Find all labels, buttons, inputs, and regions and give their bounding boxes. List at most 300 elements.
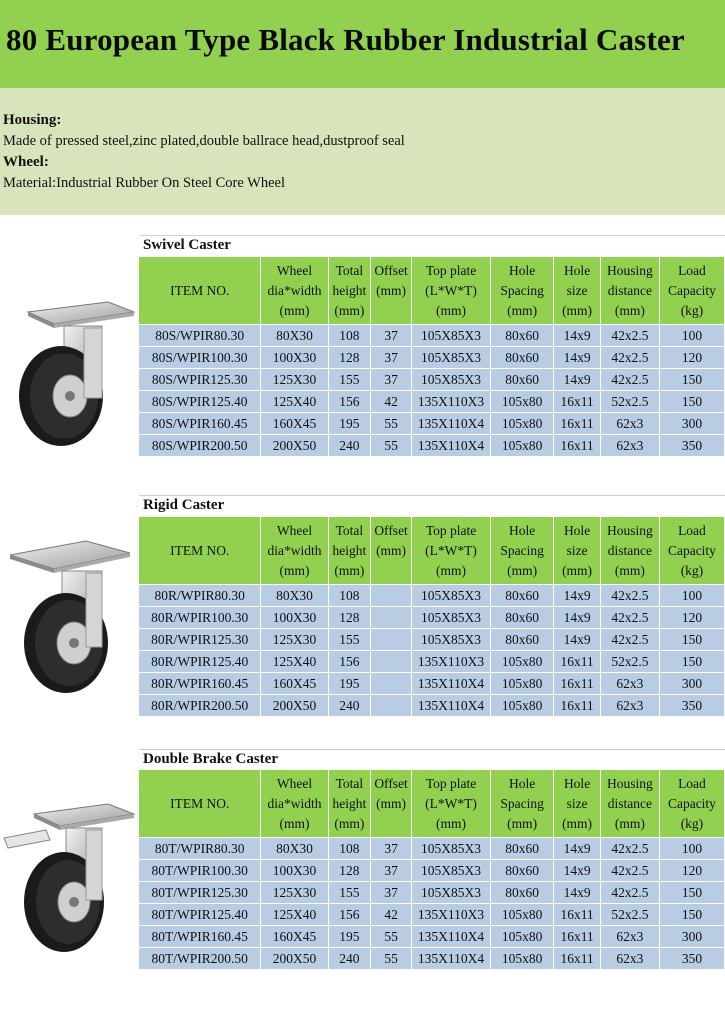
column-header	[491, 517, 554, 585]
column-header-line: height	[332, 282, 367, 298]
table-cell: 105x80	[491, 926, 554, 948]
table-cell: 105X85X3	[411, 860, 490, 882]
table-cell: 42x2.5	[600, 629, 659, 651]
column-header-line: ITEM NO.	[170, 542, 230, 558]
column-header	[261, 770, 328, 838]
table-cell: 14x9	[554, 325, 601, 347]
table-cell: 105X85X3	[411, 629, 490, 651]
table-cell: 55	[371, 948, 412, 970]
table-cell: 100	[659, 325, 724, 347]
table-cell: 80x60	[491, 585, 554, 607]
table-cell: 55	[371, 435, 412, 457]
table-cell: 105x80	[491, 695, 554, 717]
table-cell: 105X85X3	[411, 369, 490, 391]
table-cell: 160X45	[261, 673, 328, 695]
table-row	[139, 585, 725, 607]
column-header	[261, 257, 328, 325]
column-header-line: (mm)	[376, 282, 407, 298]
table-cell: 135X110X4	[411, 948, 490, 970]
table-cell: 200X50	[261, 695, 328, 717]
table-row	[139, 347, 725, 369]
table-cell: 156	[328, 904, 371, 926]
swivel-caster-image-icon	[6, 298, 136, 448]
column-header-line: Offset	[374, 262, 408, 278]
table-cell: 16x11	[554, 391, 601, 413]
table-cell: 16x11	[554, 413, 601, 435]
table-cell: 156	[328, 391, 371, 413]
column-header-line: dia*width	[267, 542, 322, 558]
double-brake-caster-table	[139, 770, 725, 970]
table-row	[139, 926, 725, 948]
column-header-line: (L*W*T)	[425, 282, 477, 298]
table-cell: 80S/WPIR125.30	[139, 369, 261, 391]
housing-text: Made of pressed steel,zinc plated,double ballrace head,dustproof seal	[3, 133, 405, 149]
table-cell: 80R/WPIR160.45	[139, 673, 261, 695]
table-cell: 135X110X3	[411, 391, 490, 413]
table-cell: 125X30	[261, 369, 328, 391]
table-cell: 37	[371, 882, 412, 904]
column-header-line: Top plate	[425, 262, 477, 278]
table-header-row	[139, 257, 725, 325]
table-cell: 14x9	[554, 629, 601, 651]
table-cell: 80S/WPIR125.40	[139, 391, 261, 413]
column-header-line: (mm)	[279, 815, 310, 831]
column-header	[139, 517, 261, 585]
table-cell: 80T/WPIR160.45	[139, 926, 261, 948]
table-cell: 300	[659, 926, 724, 948]
table-cell: 42x2.5	[600, 860, 659, 882]
column-header	[659, 517, 724, 585]
table-row	[139, 413, 725, 435]
swivel-caster-table	[139, 257, 725, 457]
column-header-line: (mm)	[376, 542, 407, 558]
table-cell: 155	[328, 629, 371, 651]
table-cell: 125X30	[261, 882, 328, 904]
table-cell: 55	[371, 926, 412, 948]
column-header	[371, 517, 412, 585]
page-title: 80 European Type Black Rubber Industrial Caster	[6, 22, 685, 57]
section-divider	[139, 749, 725, 750]
table-cell: 100	[659, 838, 724, 860]
column-header-line: (mm)	[279, 562, 310, 578]
column-header	[600, 770, 659, 838]
table-cell: 80X30	[261, 325, 328, 347]
section-title-double-brake: Double Brake Caster	[143, 751, 278, 767]
column-header-line: (mm)	[614, 562, 645, 578]
table-cell: 80X30	[261, 585, 328, 607]
table-cell: 240	[328, 435, 371, 457]
table-cell: 42x2.5	[600, 325, 659, 347]
table-cell: 108	[328, 325, 371, 347]
table-cell: 195	[328, 413, 371, 435]
table-cell: 105x80	[491, 651, 554, 673]
column-header-line: Hole	[509, 262, 536, 278]
table-cell: 14x9	[554, 882, 601, 904]
column-header-line: Housing	[607, 522, 653, 538]
column-header-line: Capacity	[667, 542, 716, 558]
table-cell: 160X45	[261, 413, 328, 435]
table-cell: 80S/WPIR100.30	[139, 347, 261, 369]
column-header-line: distance	[607, 795, 653, 811]
table-cell: 80T/WPIR100.30	[139, 860, 261, 882]
table-row	[139, 882, 725, 904]
column-header-line: Housing	[607, 775, 653, 791]
column-header	[554, 770, 601, 838]
column-header-line: Total	[335, 775, 364, 791]
table-cell: 105X85X3	[411, 838, 490, 860]
column-header-line: ITEM NO.	[170, 795, 230, 811]
column-header-line: (mm)	[279, 302, 310, 318]
table-row	[139, 695, 725, 717]
table-cell: 100X30	[261, 860, 328, 882]
table-cell: 300	[659, 413, 724, 435]
table-cell: 135X110X4	[411, 673, 490, 695]
table-row	[139, 904, 725, 926]
column-header	[371, 770, 412, 838]
table-cell: 80x60	[491, 325, 554, 347]
table-row	[139, 607, 725, 629]
table-row	[139, 673, 725, 695]
info-panel	[0, 88, 725, 215]
table-cell: 80R/WPIR80.30	[139, 585, 261, 607]
column-header-line: (mm)	[562, 302, 593, 318]
column-header	[139, 257, 261, 325]
column-header-line	[139, 301, 260, 321]
column-header-line: Capacity	[667, 795, 716, 811]
table-cell: 62x3	[600, 695, 659, 717]
column-header-line: (kg)	[680, 302, 704, 318]
table-row	[139, 860, 725, 882]
table-cell: 62x3	[600, 673, 659, 695]
table-cell: 80T/WPIR125.30	[139, 882, 261, 904]
table-cell: 120	[659, 860, 724, 882]
column-header	[411, 517, 490, 585]
table-cell: 155	[328, 882, 371, 904]
column-header-line: (mm)	[614, 815, 645, 831]
table-cell: 80T/WPIR80.30	[139, 838, 261, 860]
table-cell: 37	[371, 325, 412, 347]
table-cell	[371, 585, 412, 607]
column-header-line: Wheel	[276, 262, 313, 278]
table-cell: 62x3	[600, 948, 659, 970]
table-cell: 16x11	[554, 435, 601, 457]
column-header-line	[139, 561, 260, 581]
rigid-caster-image-icon	[6, 535, 136, 695]
table-cell: 150	[659, 629, 724, 651]
table-cell: 150	[659, 369, 724, 391]
table-cell: 80T/WPIR125.40	[139, 904, 261, 926]
table-cell: 42	[371, 391, 412, 413]
table-row	[139, 948, 725, 970]
table-cell: 105x80	[491, 948, 554, 970]
column-header-line	[139, 261, 260, 281]
table-cell: 105X85X3	[411, 882, 490, 904]
column-header-line: ITEM NO.	[170, 282, 230, 298]
table-cell: 62x3	[600, 413, 659, 435]
table-row	[139, 435, 725, 457]
table-cell: 125X40	[261, 651, 328, 673]
table-row	[139, 391, 725, 413]
column-header-line: distance	[607, 542, 653, 558]
table-cell: 350	[659, 948, 724, 970]
table-cell: 105X85X3	[411, 325, 490, 347]
table-cell: 42x2.5	[600, 882, 659, 904]
table-cell: 14x9	[554, 860, 601, 882]
table-cell	[371, 607, 412, 629]
table-cell: 128	[328, 607, 371, 629]
column-header	[371, 257, 412, 325]
table-cell: 80R/WPIR200.50	[139, 695, 261, 717]
table-cell: 42x2.5	[600, 369, 659, 391]
column-header	[659, 257, 724, 325]
column-header-line: (L*W*T)	[425, 542, 477, 558]
table-cell: 42	[371, 904, 412, 926]
table-cell: 350	[659, 435, 724, 457]
column-header-line: height	[332, 542, 367, 558]
column-header-line	[139, 774, 260, 794]
column-header	[411, 770, 490, 838]
table-row	[139, 369, 725, 391]
table-cell: 108	[328, 585, 371, 607]
table-row	[139, 838, 725, 860]
table-cell: 52x2.5	[600, 904, 659, 926]
table-cell: 150	[659, 651, 724, 673]
table-cell: 14x9	[554, 607, 601, 629]
table-cell: 52x2.5	[600, 651, 659, 673]
column-header-line	[371, 561, 411, 581]
table-cell: 16x11	[554, 695, 601, 717]
column-header-line: (mm)	[436, 302, 467, 318]
table-cell: 37	[371, 369, 412, 391]
table-cell: 240	[328, 695, 371, 717]
table-cell: 16x11	[554, 948, 601, 970]
table-cell: 80x60	[491, 882, 554, 904]
table-cell: 350	[659, 695, 724, 717]
table-cell: 80S/WPIR80.30	[139, 325, 261, 347]
table-cell: 108	[328, 838, 371, 860]
table-cell	[371, 695, 412, 717]
table-cell: 135X110X4	[411, 435, 490, 457]
table-cell: 80x60	[491, 838, 554, 860]
column-header-line: (mm)	[507, 302, 538, 318]
table-cell: 42x2.5	[600, 838, 659, 860]
table-cell: 62x3	[600, 926, 659, 948]
table-cell: 16x11	[554, 904, 601, 926]
table-cell: 42x2.5	[600, 585, 659, 607]
table-cell: 42x2.5	[600, 347, 659, 369]
title-bar	[0, 0, 725, 88]
table-cell: 80R/WPIR100.30	[139, 607, 261, 629]
column-header-line: (mm)	[507, 815, 538, 831]
table-cell: 80x60	[491, 347, 554, 369]
table-cell: 135X110X4	[411, 413, 490, 435]
table-cell: 80R/WPIR125.30	[139, 629, 261, 651]
table-cell: 160X45	[261, 926, 328, 948]
column-header-line: (mm)	[436, 562, 467, 578]
column-header-line: (mm)	[334, 815, 365, 831]
table-cell: 37	[371, 347, 412, 369]
table-cell: 37	[371, 860, 412, 882]
wheel-text: Material:Industrial Rubber On Steel Core Wheel	[3, 175, 285, 191]
column-header-line: dia*width	[267, 282, 322, 298]
column-header	[328, 517, 371, 585]
table-cell: 100	[659, 585, 724, 607]
column-header	[139, 770, 261, 838]
table-row	[139, 629, 725, 651]
column-header	[491, 770, 554, 838]
table-cell: 128	[328, 860, 371, 882]
column-header-line	[371, 301, 411, 321]
column-header	[659, 770, 724, 838]
column-header-line: Load	[678, 522, 706, 538]
table-cell: 105X85X3	[411, 347, 490, 369]
column-header-line: (mm)	[562, 815, 593, 831]
column-header-line: size	[566, 282, 588, 298]
column-header-line: Offset	[374, 775, 408, 791]
column-header-line	[371, 814, 411, 834]
column-header-line: Wheel	[276, 775, 313, 791]
table-cell: 150	[659, 882, 724, 904]
column-header-line: (kg)	[680, 815, 704, 831]
column-header	[600, 257, 659, 325]
table-cell: 14x9	[554, 369, 601, 391]
column-header	[411, 257, 490, 325]
column-header-line: (mm)	[376, 795, 407, 811]
rigid-caster-table	[139, 517, 725, 717]
table-cell: 105x80	[491, 413, 554, 435]
column-header	[554, 517, 601, 585]
table-cell: 80T/WPIR200.50	[139, 948, 261, 970]
column-header-line: Hole	[563, 262, 591, 278]
column-header-line: Hole	[509, 775, 536, 791]
table-cell: 128	[328, 347, 371, 369]
column-header-line: distance	[607, 282, 653, 298]
table-cell: 105x80	[491, 904, 554, 926]
table-cell: 240	[328, 948, 371, 970]
table-cell: 16x11	[554, 926, 601, 948]
column-header-line: Total	[335, 262, 364, 278]
column-header-line: Hole	[563, 522, 591, 538]
table-cell: 155	[328, 369, 371, 391]
table-cell: 105X85X3	[411, 585, 490, 607]
wheel-label: Wheel:	[3, 154, 49, 170]
column-header-line: Load	[678, 262, 706, 278]
table-cell: 16x11	[554, 673, 601, 695]
column-header-line: Load	[678, 775, 706, 791]
table-cell: 200X50	[261, 435, 328, 457]
column-header	[328, 770, 371, 838]
column-header	[554, 257, 601, 325]
column-header-line: height	[332, 795, 367, 811]
column-header-line: dia*width	[267, 795, 322, 811]
housing-label: Housing:	[3, 112, 62, 128]
column-header-line: Total	[335, 522, 364, 538]
column-header-line: Spacing	[500, 795, 544, 811]
table-cell: 105x80	[491, 435, 554, 457]
column-header-line: (mm)	[614, 302, 645, 318]
table-cell: 14x9	[554, 838, 601, 860]
column-header-line: Top plate	[425, 522, 477, 538]
table-row	[139, 325, 725, 347]
table-cell: 80X30	[261, 838, 328, 860]
table-cell: 14x9	[554, 585, 601, 607]
table-cell: 120	[659, 347, 724, 369]
table-cell: 125X40	[261, 391, 328, 413]
table-cell: 105x80	[491, 391, 554, 413]
column-header-line: Capacity	[667, 282, 716, 298]
table-cell: 100X30	[261, 347, 328, 369]
table-cell: 300	[659, 673, 724, 695]
table-cell: 14x9	[554, 347, 601, 369]
table-cell: 125X30	[261, 629, 328, 651]
table-cell: 135X110X3	[411, 651, 490, 673]
table-cell: 80x60	[491, 369, 554, 391]
column-header-line: size	[566, 795, 588, 811]
table-cell: 80x60	[491, 860, 554, 882]
table-cell: 42x2.5	[600, 607, 659, 629]
table-cell: 80R/WPIR125.40	[139, 651, 261, 673]
section-title-swivel: Swivel Caster	[143, 237, 231, 253]
brake-caster-image-icon	[2, 800, 136, 960]
table-cell: 80S/WPIR200.50	[139, 435, 261, 457]
column-header-line: Hole	[563, 775, 591, 791]
table-cell: 80x60	[491, 607, 554, 629]
table-cell: 156	[328, 651, 371, 673]
table-cell: 195	[328, 926, 371, 948]
column-header-line: (mm)	[507, 562, 538, 578]
column-header-line: Offset	[374, 522, 408, 538]
column-header-line: (mm)	[436, 815, 467, 831]
table-header-row	[139, 517, 725, 585]
table-cell: 80x60	[491, 629, 554, 651]
column-header-line: (mm)	[562, 562, 593, 578]
table-cell: 120	[659, 607, 724, 629]
table-cell: 135X110X3	[411, 904, 490, 926]
section-divider	[139, 235, 725, 236]
table-cell: 125X40	[261, 904, 328, 926]
column-header-line: Housing	[607, 262, 653, 278]
column-header	[328, 257, 371, 325]
column-header-line: size	[566, 542, 588, 558]
table-cell: 150	[659, 391, 724, 413]
column-header-line: Hole	[509, 522, 536, 538]
column-header	[491, 257, 554, 325]
table-cell: 105x80	[491, 673, 554, 695]
column-header	[261, 517, 328, 585]
table-cell: 37	[371, 838, 412, 860]
table-cell: 150	[659, 904, 724, 926]
column-header-line: Top plate	[425, 775, 477, 791]
table-header-row	[139, 770, 725, 838]
table-cell: 135X110X4	[411, 695, 490, 717]
table-cell	[371, 629, 412, 651]
table-cell: 16x11	[554, 651, 601, 673]
column-header-line: (mm)	[334, 302, 365, 318]
table-cell: 105X85X3	[411, 607, 490, 629]
table-cell: 200X50	[261, 948, 328, 970]
table-cell: 195	[328, 673, 371, 695]
column-header-line	[139, 521, 260, 541]
table-cell: 62x3	[600, 435, 659, 457]
column-header-line: Spacing	[500, 282, 544, 298]
column-header-line: (kg)	[680, 562, 704, 578]
column-header-line: (mm)	[334, 562, 365, 578]
table-cell	[371, 651, 412, 673]
column-header-line: Spacing	[500, 542, 544, 558]
section-divider	[139, 495, 725, 496]
column-header	[600, 517, 659, 585]
table-cell	[371, 673, 412, 695]
